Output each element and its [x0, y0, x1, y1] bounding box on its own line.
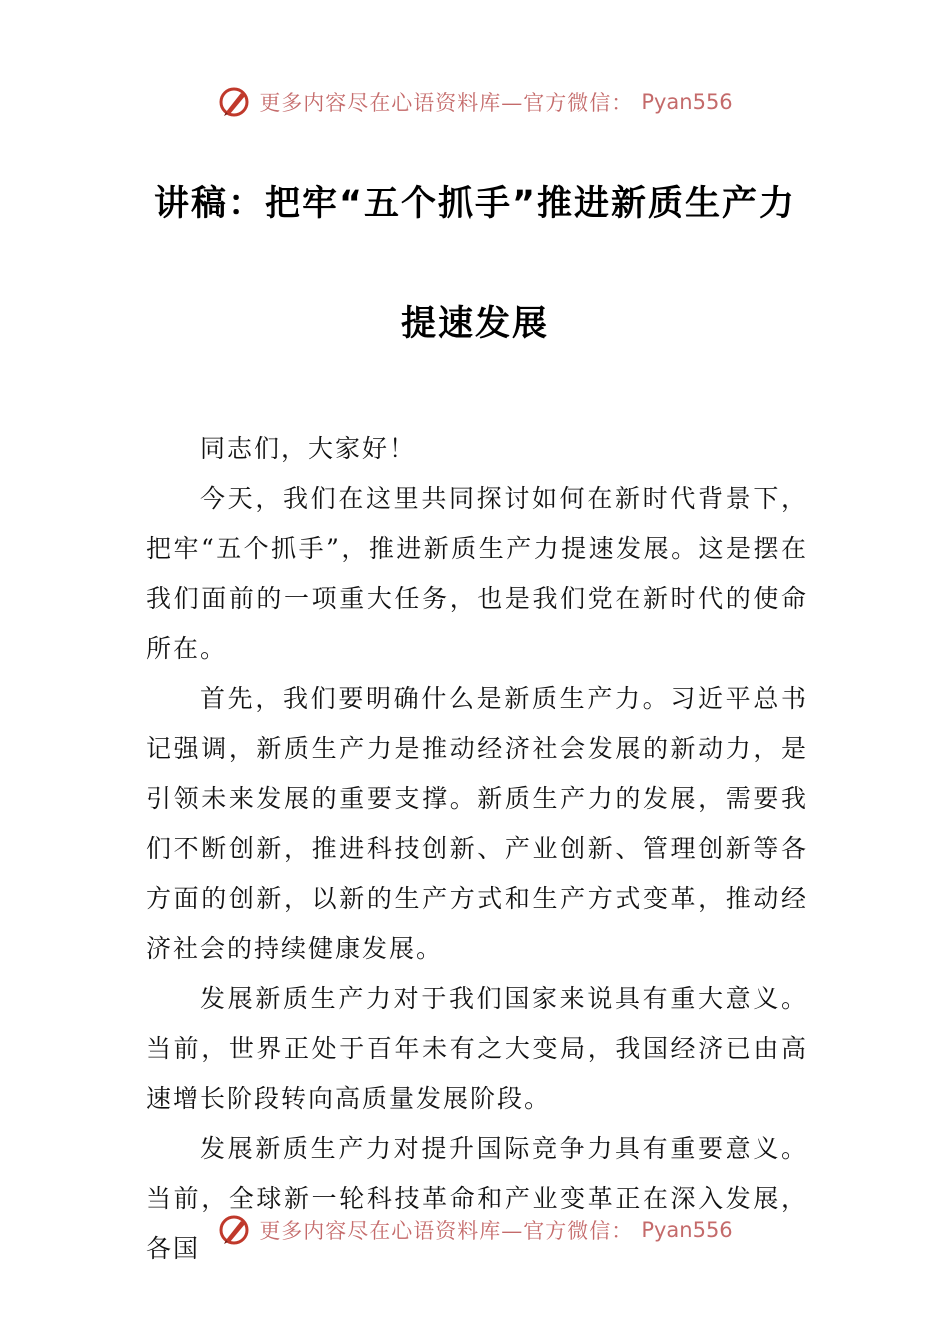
document-title-line1: 讲稿：把牢“五个抓手”推进新质生产力 [153, 184, 796, 224]
paragraph: 发展新质生产力对于我们国家来说具有重大意义。当前，世界正处于百年未有之大变局，我国经济已由高速增长阶段转向高质量发展阶段。 [146, 984, 808, 1113]
header-wechat-id: Pyan556 [641, 90, 733, 114]
paragraph: 发展新质生产力对提升国际竞争力具有重要意义。当前，全球新一轮科技革命和产业变革正在深入发展，各国 [146, 1134, 808, 1263]
footer-wechat-id: Pyan556 [641, 1218, 733, 1242]
paragraph: 同志们，大家好！ [200, 434, 417, 463]
footer-banner-text: 更多内容尽在心语资料库—官方微信： [259, 1219, 634, 1243]
header-banner [0, 82, 950, 122]
footer-banner [0, 1210, 950, 1250]
document-body [146, 424, 808, 1274]
document-title-line2: 提速发展 [400, 304, 549, 344]
paragraph: 首先，我们要明确什么是新质生产力。习近平总书记强调，新质生产力是推动经济社会发展的新动力，是引领未来发展的重要支撑。新质生产力的发展，需要我们不断创新，推进科技创新、产业创新、管理创新等各方面的创新，以新的生产方式和生产方式变革，推动经济社会的持续健康发展。 [146, 684, 808, 963]
paragraph: 今天，我们在这里共同探讨如何在新时代背景下，把牢“五个抓手”，推进新质生产力提速发展。这是摆在我们面前的一项重大任务，也是我们党在新时代的使命所在。 [146, 484, 808, 663]
header-banner-text: 更多内容尽在心语资料库—官方微信： [259, 91, 634, 115]
pen-circle-logo-icon [217, 85, 251, 119]
pen-circle-logo-icon [217, 1213, 251, 1247]
